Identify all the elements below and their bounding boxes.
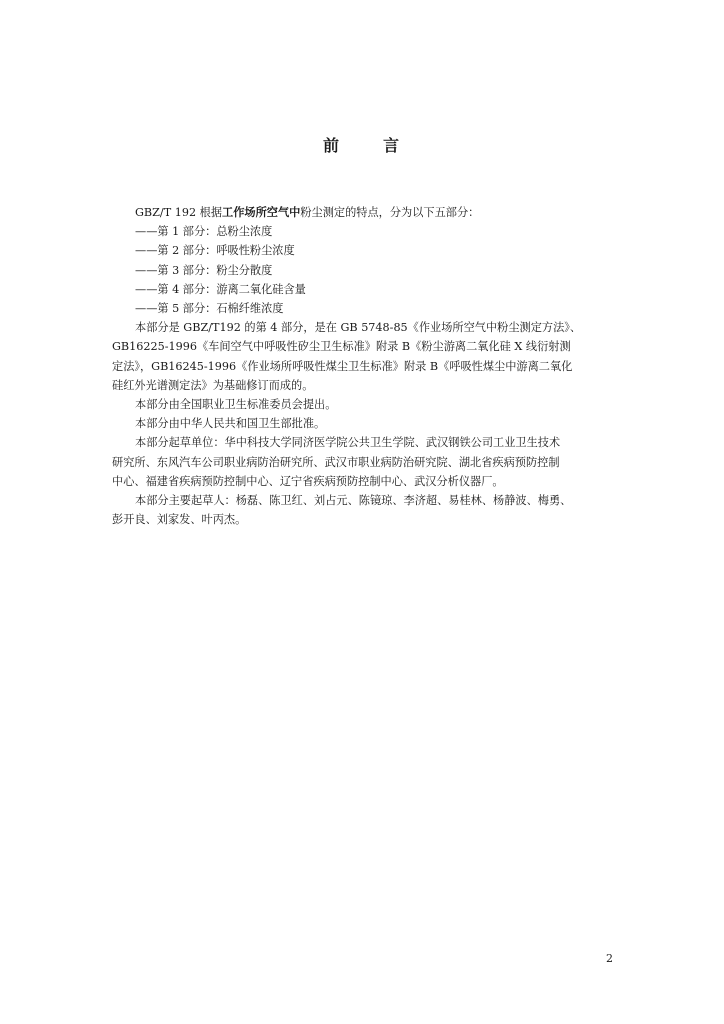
approved-paragraph: 本部分由中华人民共和国卫生部批准。 (135, 417, 326, 431)
intro-paragraph (112, 203, 618, 222)
title-char-1: 前 (322, 136, 341, 155)
foreword-body (112, 203, 618, 529)
intro-bold-text: 工作场所空气中 (222, 206, 301, 219)
basis-line-3: 定法》，GB16245-1996《作业场所呼吸性煤尘卫生标准》附录 B《呼吸性煤尘中游离二氧化 (112, 359, 573, 373)
units-line-1: 本部分起草单位：华中科技大学同济医学院公共卫生学院、武汉钢铁公司工业卫生技术 (135, 436, 561, 450)
proposed-paragraph: 本部分由全国职业卫生标准委员会提出。 (135, 398, 337, 412)
part-item-5: ——第 5 部分：石棉纤维浓度 (135, 302, 284, 316)
part-item-1: ——第 1 部分：总粉尘浓度 (135, 225, 273, 239)
units-line-2: 研究所、东风汽车公司职业病防治研究所、武汉市职业病防治研究院、湖北省疾病预防控制 (112, 455, 560, 469)
title-char-2: 言 (383, 136, 402, 155)
basis-line-2: GB16225-1996《车间空气中呼吸性矽尘卫生标准》附录 B《粉尘游离二氧化硅 X 线衍射测 (112, 340, 571, 354)
page-title (0, 133, 724, 156)
intro-suffix: 粉尘测定的特点，分为以下五部分： (300, 206, 480, 219)
page-number: 2 (606, 952, 613, 965)
units-line-3: 中心、福建省疾病预防控制中心、辽宁省疾病预防控制中心、武汉分析仪器厂。 (112, 474, 504, 488)
drafters-line-1: 本部分主要起草人：杨磊、陈卫红、刘占元、陈镜琼、李济超、易桂林、杨静波、梅勇、 (135, 494, 572, 508)
intro-prefix: GBZ/T 192 根据 (135, 206, 223, 219)
part-item-3: ——第 3 部分：粉尘分散度 (135, 263, 273, 277)
basis-line-1: 本部分是 GBZ/T192 的第 4 部分，是在 GB 5748-85《作业场所空气中粉尘测定方法》、 (135, 321, 582, 335)
part-item-4: ——第 4 部分：游离二氧化硅含量 (135, 282, 306, 296)
basis-line-4: 硅红外光谱测定法》为基础修订而成的。 (112, 378, 314, 392)
part-item-2: ——第 2 部分：呼吸性粉尘浓度 (135, 244, 295, 258)
drafters-line-2: 彭开良、刘家发、叶丙杰。 (112, 513, 247, 527)
